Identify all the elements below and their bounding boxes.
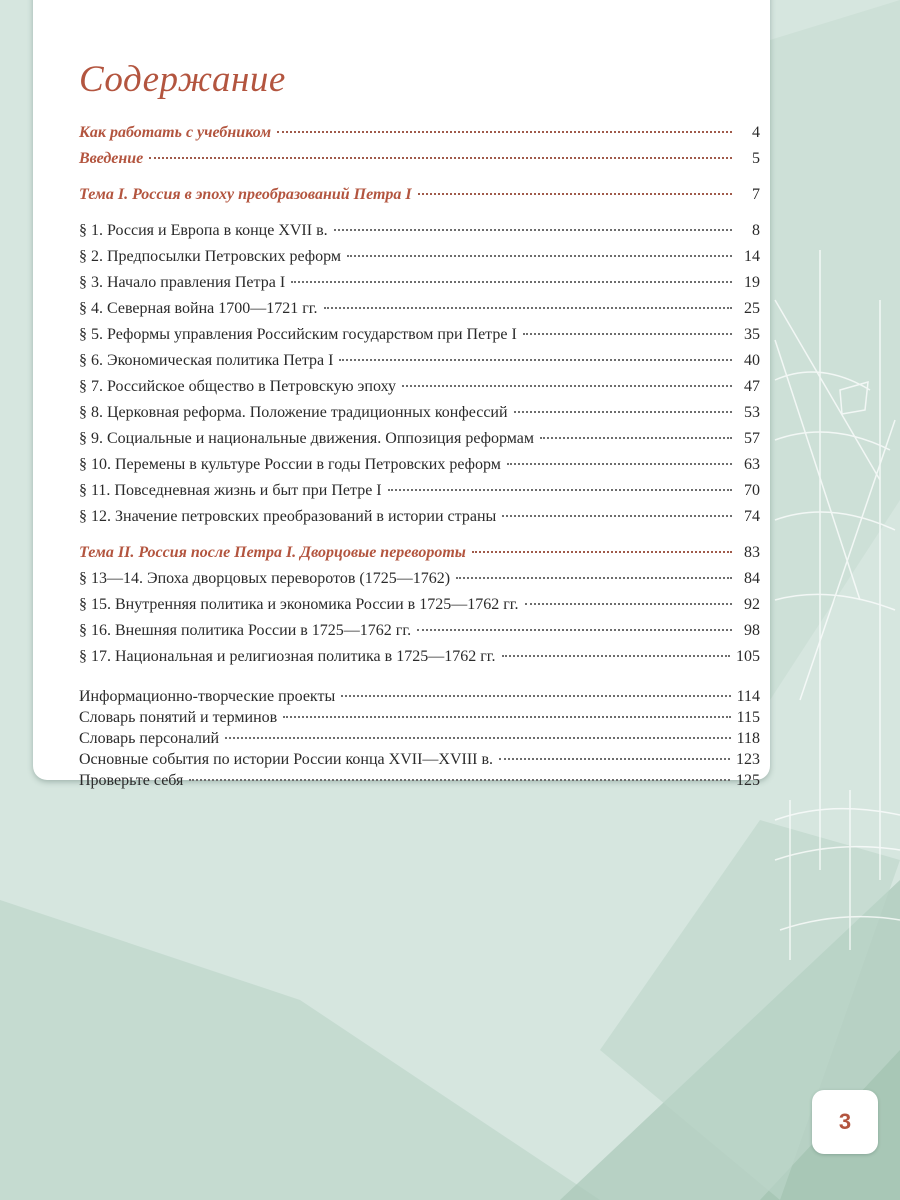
toc-entry-page: 47 — [744, 378, 760, 395]
toc-entry[interactable] — [79, 452, 760, 478]
toc-entry-page: 98 — [744, 622, 760, 639]
dot-leader — [525, 603, 732, 605]
toc-entry-page: 92 — [744, 596, 760, 613]
toc-entry-label: § 13—14. Эпоха дворцовых переворотов (1725—1762) — [79, 570, 451, 587]
toc-entry[interactable] — [79, 348, 760, 374]
toc-entry[interactable] — [79, 400, 760, 426]
toc-entry[interactable] — [79, 322, 760, 348]
dot-leader — [402, 385, 732, 387]
toc-entry-page: 5 — [752, 150, 760, 167]
page-number-badge: 3 — [812, 1090, 878, 1154]
toc-entry-page: 105 — [736, 648, 760, 665]
toc-entry-page: 115 — [736, 709, 760, 726]
toc-topic-1[interactable] — [79, 182, 760, 208]
dot-leader — [388, 489, 732, 491]
toc-entry-page: 63 — [744, 456, 760, 473]
toc-appendix-entry[interactable] — [79, 770, 760, 791]
toc-appendix-entry[interactable] — [79, 707, 760, 728]
dot-leader — [502, 655, 730, 657]
toc-entry-label: § 5. Реформы управления Российским государством при Петре I — [79, 326, 517, 343]
dot-leader — [283, 716, 730, 718]
dot-leader — [334, 229, 732, 231]
toc-entry[interactable] — [79, 478, 760, 504]
toc-entry[interactable] — [79, 504, 760, 530]
toc-entry-page: 70 — [744, 482, 760, 499]
toc-entry[interactable] — [79, 426, 760, 452]
toc-entry-label: § 16. Внешняя политика России в 1725—1762 гг. — [79, 622, 412, 639]
toc-entry-page: 118 — [736, 730, 760, 747]
dot-leader — [324, 307, 732, 309]
toc-entry-label: Тема I. Россия в эпоху преобразований Петра I — [79, 186, 412, 203]
toc-entry-label: Введение — [79, 150, 144, 167]
toc-appendix-entry[interactable] — [79, 686, 760, 707]
toc-entry-label: Словарь понятий и терминов — [79, 709, 278, 726]
toc-entry-label: § 9. Социальные и национальные движения. Оппозиция реформам — [79, 430, 534, 447]
page-title: Содержание — [79, 59, 286, 100]
toc-entry-label: § 7. Российское общество в Петровскую эпоху — [79, 378, 396, 395]
toc-entry-label: § 10. Перемены в культуре России в годы Петровских реформ — [79, 456, 501, 473]
dot-leader — [418, 193, 732, 195]
toc-entry-how-to-use[interactable] — [79, 120, 760, 146]
toc-entry[interactable] — [79, 374, 760, 400]
toc-entry-label: § 4. Северная война 1700—1721 гг. — [79, 300, 318, 317]
dot-leader — [225, 737, 731, 739]
toc-entry-label: Проверьте себя — [79, 772, 184, 789]
dot-leader — [189, 779, 730, 781]
toc-entry[interactable] — [79, 218, 760, 244]
toc-entry-label: § 3. Начало правления Петра I — [79, 274, 286, 291]
toc-entry-label: Тема II. Россия после Петра I. Дворцовые перевороты — [79, 544, 466, 561]
toc-entry-page: 19 — [744, 274, 760, 291]
table-of-contents — [79, 120, 760, 791]
toc-entry-page: 83 — [744, 544, 760, 561]
toc-entry-page: 114 — [736, 688, 760, 705]
toc-entry-page: 40 — [744, 352, 760, 369]
dot-leader — [540, 437, 732, 439]
toc-entry[interactable] — [79, 244, 760, 270]
dot-leader — [507, 463, 732, 465]
toc-entry-label: § 1. Россия и Европа в конце XVII в. — [79, 222, 328, 239]
toc-entry-page: 57 — [744, 430, 760, 447]
toc-entry-label: § 15. Внутренняя политика и экономика России в 1725—1762 гг. — [79, 596, 519, 613]
toc-entry-introduction[interactable] — [79, 146, 760, 172]
toc-entry[interactable] — [79, 270, 760, 296]
toc-entry-label: § 8. Церковная реформа. Положение традиционных конфессий — [79, 404, 508, 421]
dot-leader — [499, 758, 730, 760]
toc-entry-label: § 2. Предпосылки Петровских реформ — [79, 248, 342, 265]
toc-entry-label: Словарь персоналий — [79, 730, 220, 747]
toc-entry-label: § 17. Национальная и религиозная политика в 1725—1762 гг. — [79, 648, 496, 665]
dot-leader — [339, 359, 732, 361]
dot-leader — [149, 157, 732, 159]
toc-entry-page: 4 — [752, 124, 760, 141]
toc-topic-2[interactable] — [79, 540, 760, 566]
toc-entry[interactable] — [79, 644, 760, 670]
toc-entry-page: 74 — [744, 508, 760, 525]
dot-leader — [514, 411, 732, 413]
toc-appendix-entry[interactable] — [79, 728, 760, 749]
dot-leader — [502, 515, 732, 517]
toc-entry-label: § 11. Повседневная жизнь и быт при Петре I — [79, 482, 382, 499]
toc-entry-page: 8 — [752, 222, 760, 239]
toc-entry-page: 14 — [744, 248, 760, 265]
toc-entry-page: 53 — [744, 404, 760, 421]
toc-entry[interactable] — [79, 296, 760, 322]
dot-leader — [417, 629, 732, 631]
toc-entry-label: § 12. Значение петровских преобразований в истории страны — [79, 508, 497, 525]
dot-leader — [291, 281, 732, 283]
toc-entry[interactable] — [79, 592, 760, 618]
toc-appendix-entry[interactable] — [79, 749, 760, 770]
dot-leader — [456, 577, 732, 579]
toc-entry-label: Основные события по истории России конца XVII—XVIII в. — [79, 751, 494, 768]
dot-leader — [472, 551, 732, 553]
toc-entry-label: Как работать с учебником — [79, 124, 272, 141]
dot-leader — [277, 131, 732, 133]
dot-leader — [347, 255, 732, 257]
toc-entry-page: 7 — [752, 186, 760, 203]
dot-leader — [523, 333, 732, 335]
toc-entry-page: 25 — [744, 300, 760, 317]
toc-entry-page: 84 — [744, 570, 760, 587]
toc-entry[interactable] — [79, 566, 760, 592]
toc-entry[interactable] — [79, 618, 760, 644]
dot-leader — [341, 695, 730, 697]
toc-entry-page: 35 — [744, 326, 760, 343]
toc-entry-page: 125 — [736, 772, 760, 789]
toc-entry-label: § 6. Экономическая политика Петра I — [79, 352, 334, 369]
toc-entry-label: Информационно-творческие проекты — [79, 688, 336, 705]
toc-entry-page: 123 — [736, 751, 760, 768]
